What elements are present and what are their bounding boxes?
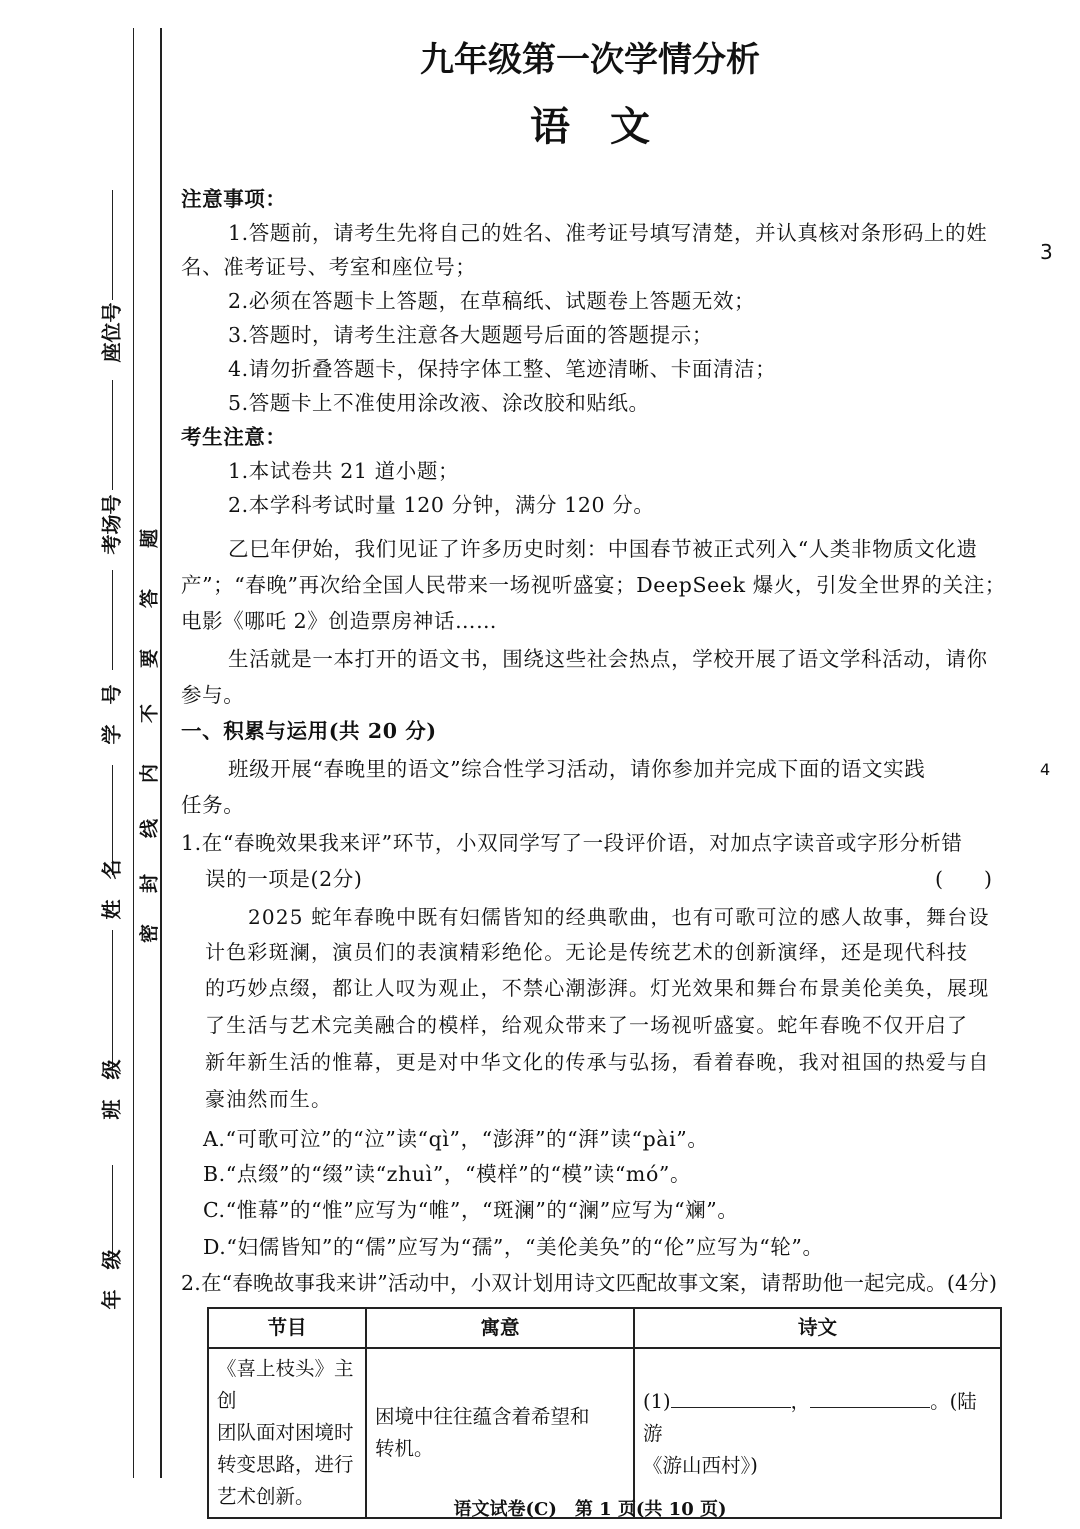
notice-item: 5.答题卡上不准使用涂改液、涂改胶和贴纸。 — [228, 391, 650, 415]
poem-fill-line — [643, 1385, 992, 1450]
notice-item: 1.答题前，请考生先将自己的姓名、准考证号填写清楚，并认真核对条形码上的姓 — [228, 221, 988, 245]
field-label-grade: 年 级 — [99, 1249, 124, 1310]
notice-item: 3.答题时，请考生注意各大题题号后面的答题提示； — [228, 323, 713, 347]
candidate-note-item: 2.本学科考试时量 120 分钟，满分 120 分。 — [228, 493, 655, 517]
notices-heading: 注意事项： — [181, 187, 287, 211]
passage-line: 计色彩斑澜，演员们的表演精彩绝伦。无论是传统艺术的创新演绎，还是现代科技 — [205, 940, 969, 964]
field-label-name: 姓 名 — [99, 859, 124, 920]
field-line-seat[interactable] — [112, 190, 113, 300]
intro-paragraph: 乙巳年伊始，我们见证了许多历史时刻：中国春节被正式列入“人类非物质文化遗 — [228, 537, 978, 561]
passage-line: 新年新生活的惟幕，更是对中华文化的传承与弘扬，看着春晚，我对祖国的热爱与自 — [205, 1050, 990, 1074]
question-1-stem: 1.在“春晚效果我来评”环节，小双同学写了一段评价语，对加点字读音或字形分析错 — [181, 831, 963, 855]
seal-char: 要 — [138, 649, 161, 669]
section-lead: 任务。 — [181, 793, 245, 817]
table-cell-program — [208, 1348, 366, 1518]
program-line: 转变思路，进行 — [217, 1453, 354, 1476]
field-label-exam-room: 考场号 — [99, 494, 124, 555]
field-label-class: 班 级 — [99, 1059, 124, 1120]
poem-suffix: 。(陆游 — [643, 1389, 977, 1445]
seal-char: 密 — [138, 924, 161, 944]
question-1-stem: 误的一项是(2分) — [205, 867, 363, 891]
binding-line-outer — [133, 28, 134, 1478]
option-a: A.“可歌可泣”的“泣”读“qì”，“澎湃”的“湃”读“pài”。 — [203, 1127, 709, 1151]
exam-title: 九年级第一次学情分析 — [420, 40, 760, 80]
passage-line: 豪油然而生。 — [205, 1087, 333, 1111]
table-header: 寓意 — [366, 1308, 634, 1348]
subject-title: 语 文 — [530, 103, 650, 150]
poem-comma: ， — [790, 1389, 811, 1413]
seal-char: 答 — [138, 589, 161, 609]
table-cell-meaning — [366, 1348, 634, 1518]
notice-item: 4.请勿折叠答题卡，保持字体工整、笔迹清晰、卡面清洁； — [228, 357, 777, 381]
program-line: 艺术创新。 — [217, 1485, 315, 1508]
seal-char: 不 — [138, 704, 161, 724]
table-cell-poem — [634, 1348, 1001, 1518]
intro-paragraph: 产”；“春晚”再次给全国人民带来一场视听盛宴；DeepSeek 爆火，引发全世界的关注； — [181, 573, 1006, 597]
poem-blank-2[interactable] — [810, 1385, 930, 1408]
table-header: 诗文 — [634, 1308, 1001, 1348]
meaning-line: 转机。 — [375, 1437, 434, 1460]
notice-item: 2.必须在答题卡上答题，在草稿纸、试题卷上答题无效； — [228, 289, 756, 313]
option-d: D.“妇儒皆知”的“儒”应写为“孺”，“美伦美奂”的“伦”应写为“轮”。 — [203, 1235, 824, 1259]
question-2-stem: 2.在“春晚故事我来讲”活动中，小双计划用诗文匹配故事文案，请帮助他一起完成。(4分) — [181, 1271, 998, 1295]
field-line-student-id[interactable] — [112, 570, 113, 670]
option-b: B.“点缀”的“缀”读“zhuì”，“模样”的“模”读“mó”。 — [203, 1162, 692, 1186]
field-label-seat: 座位号 — [99, 302, 124, 363]
field-label-student-id: 学 号 — [99, 684, 124, 745]
margin-mark-bottom: 4 — [1040, 760, 1051, 779]
candidate-notes-heading: 考生注意： — [181, 425, 287, 449]
program-line: 《喜上枝头》主创 — [217, 1357, 354, 1412]
meaning-line: 困境中往往蕴含着希望和 — [375, 1405, 590, 1428]
seal-char: 题 — [138, 529, 161, 549]
intro-paragraph: 电影《哪吒 2》创造票房神话…… — [181, 609, 498, 633]
intro-paragraph: 生活就是一本打开的语文书，围绕这些社会热点，学校开展了语文学科活动，请你 — [228, 647, 988, 671]
passage-line: 2025 蛇年春晚中既有妇儒皆知的经典歌曲，也有可歌可泣的感人故事，舞台设 — [248, 905, 990, 929]
option-c: C.“惟幕”的“惟”应写为“帷”，“斑澜”的“澜”应写为“斓”。 — [203, 1198, 739, 1222]
binding-line-inner — [160, 28, 162, 1478]
margin-mark-top: 3 — [1040, 240, 1053, 264]
program-line: 团队面对困境时 — [217, 1421, 354, 1444]
poem-source: 《游山西村》) — [643, 1453, 758, 1477]
poem-prefix: (1) — [643, 1389, 671, 1413]
section-lead: 班级开展“春晚里的语文”综合性学习活动，请你参加并完成下面的语文实践 — [228, 757, 926, 781]
seal-char: 封 — [138, 874, 161, 894]
section-heading: 一、积累与运用(共 20 分) — [181, 719, 437, 743]
poem-matching-table — [207, 1307, 1002, 1519]
answer-bracket[interactable]: ( ) — [935, 867, 992, 891]
seal-char: 内 — [138, 764, 161, 784]
candidate-note-item: 1.本试卷共 21 道小题； — [228, 459, 460, 483]
table-header: 节目 — [208, 1308, 366, 1348]
passage-line: 的巧妙点缀，都让人叹为观止，不禁心潮澎湃。灯光效果和舞台布景美伦美奂，展现 — [205, 976, 990, 1000]
seal-char: 线 — [138, 819, 161, 839]
passage-line: 了生活与艺术完美融合的模样，给观众带来了一场视听盛宴。蛇年春晚不仅开启了 — [205, 1013, 969, 1037]
intro-paragraph: 参与。 — [181, 683, 245, 707]
page-footer: 语文试卷(C) 第 1 页(共 10 页) — [453, 1499, 727, 1520]
notice-item: 名、准考证号、考室和座位号； — [181, 255, 477, 279]
poem-blank-1[interactable] — [671, 1385, 791, 1408]
field-line-exam-room[interactable] — [112, 380, 113, 490]
